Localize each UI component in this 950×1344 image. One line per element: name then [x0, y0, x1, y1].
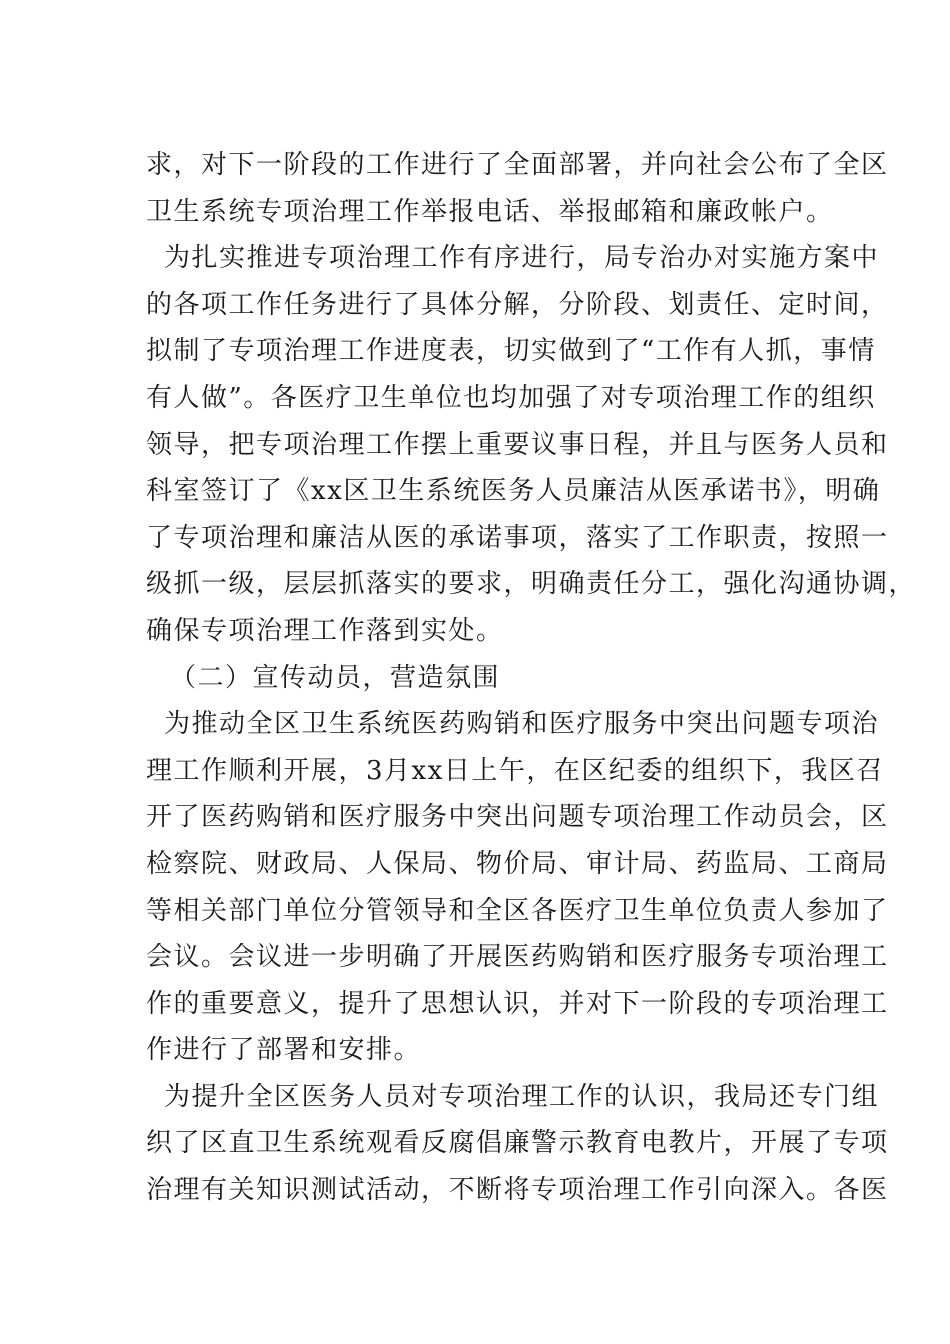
text-line: 治理有关知识测试活动，不断将专项治理工作引向深入。各医 [146, 1175, 889, 1206]
text-line: 卫生系统专项治理工作举报电话、举报邮箱和廉政帐户。 [146, 196, 834, 227]
text-line: 等相关部门单位分管领导和全区各医疗卫生单位负责人参加了 [146, 895, 889, 926]
text-line: 有人做”。各医疗卫生单位也均加强了对专项治理工作的组织 [146, 382, 876, 413]
text-line: 确保专项治理工作落到实处。 [146, 615, 504, 646]
text-line: 的各项工作任务进行了具体分解，分阶段、划责任、定时间， [146, 289, 889, 320]
section-heading: （二）宣传动员，营造氛围 [170, 662, 501, 693]
text-line: 会议。会议进一步明确了开展医药购销和医疗服务专项治理工 [146, 942, 889, 973]
text-line: 科室签订了《xx区卫生系统医务人员廉洁从医承诺书》，明确 [146, 476, 881, 507]
paragraph-start-line: 为扎实推进专项治理工作有序进行，局专治办对实施方案中 [164, 243, 880, 274]
text-line: 作的重要意义，提升了思想认识，并对下一阶段的专项治理工 [146, 988, 889, 1019]
paragraph-start-line: 为提升全区医务人员对专项治理工作的认识，我局还专门组 [164, 1081, 880, 1112]
document-body [146, 142, 917, 1214]
text-line: 级抓一级，层层抓落实的要求，明确责任分工，强化沟通协调， [146, 569, 917, 600]
paragraph-start-line: 为推动全区卫生系统医药购销和医疗服务中突出问题专项治 [164, 709, 880, 740]
text-line: 织了区直卫生系统观看反腐倡廉警示教育电教片，开展了专项 [146, 1128, 889, 1159]
text-line: 了专项治理和廉洁从医的承诺事项，落实了工作职责，按照一 [146, 522, 889, 553]
text-line: 理工作顺利开展，3月xx日上午，在区纪委的组织下，我区召 [146, 755, 884, 786]
text-line: 拟制了专项治理工作进度表，切实做到了“工作有人抓，事情 [146, 336, 876, 367]
text-line: 开了医药购销和医疗服务中突出问题专项治理工作动员会，区 [146, 802, 889, 833]
text-line: 求，对下一阶段的工作进行了全面部署，并向社会公布了全区 [146, 150, 889, 180]
text-line: 检察院、财政局、人保局、物价局、审计局、药监局、工商局 [146, 848, 889, 879]
text-line: 作进行了部署和安排。 [146, 1035, 422, 1066]
text-line: 领导，把专项治理工作摆上重要议事日程，并且与医务人员和 [146, 429, 889, 460]
